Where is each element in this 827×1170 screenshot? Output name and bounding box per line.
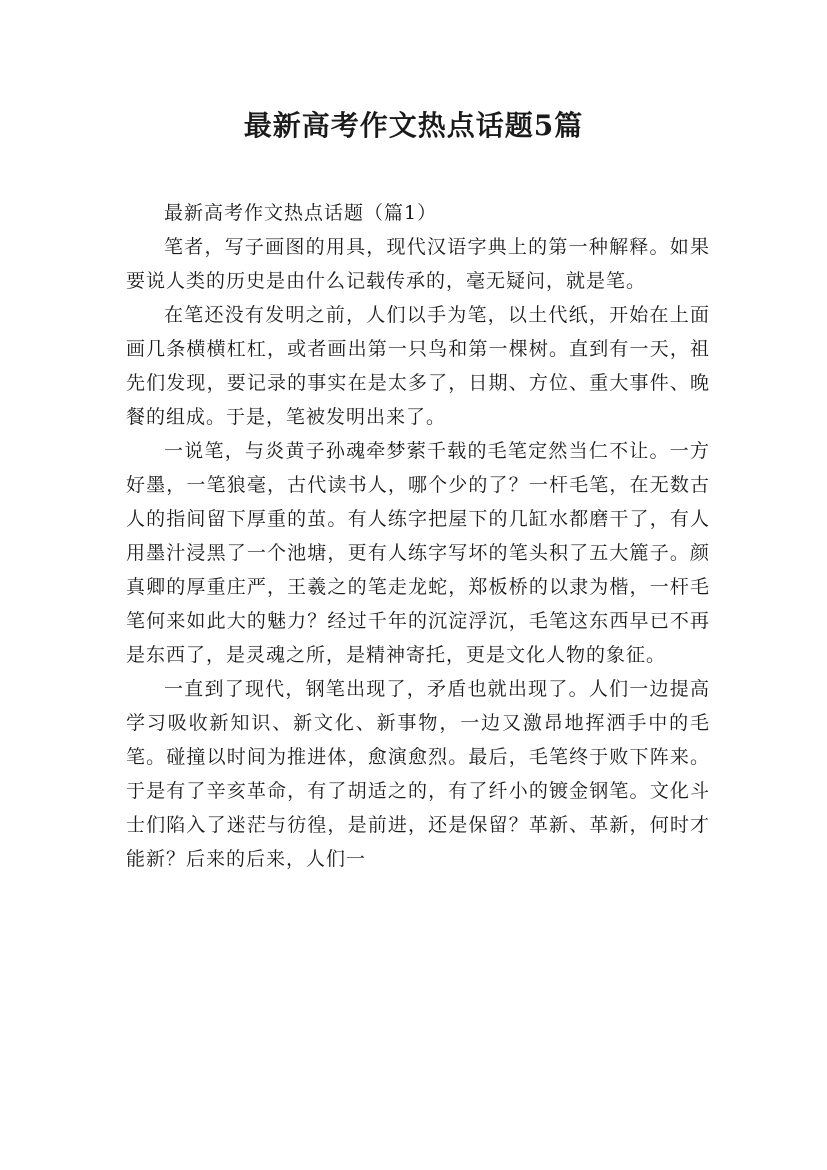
paragraph-2: 在笔还没有发明之前，人们以手为笔，以土代纸，开始在上面画几条横横杠杠，或者画出第一只鸟和第一棵树。直到有一天，祖先们发现，要记录的事实在是太多了，日期、方位、重大事件、晚餐的组成。于是，笔被发明出来了。 (126, 304, 710, 428)
document-title: 最新高考作文热点话题5篇 (243, 109, 584, 142)
paragraph-3: 一说笔，与炎黄子孙魂牵梦萦千载的毛笔定然当仁不让。一方好墨，一笔狼毫，古代读书人，哪个少的了？一杆毛笔，在无数古人的指间留下厚重的茧。有人练字把屋下的几缸水都磨干了，有人用墨汁浸黑了一个池塘，更有人练字写坏的笔头积了五大簏子。颜真卿的厚重庄严，王羲之的笔走龙蛇，郑板桥的以隶为楷，一杆毛笔何来如此大的魅力？经过千年的沉淀浮沉，毛笔这东西早已不再是东西了，是灵魂之所，是精神寄托，更是文化人物的象征。 (126, 440, 710, 666)
paragraph-4: 一直到了现代，钢笔出现了，矛盾也就出现了。人们一边提高学习吸收新知识、新文化、新事物，一边又激昂地挥洒手中的毛笔。碰撞以时间为推进体，愈演愈烈。最后，毛笔终于败下阵来。于是有了辛亥革命，有了胡适之的，有了纤小的镀金钢笔。文化斗士们陷入了迷茫与彷徨，是前进，还是保留？革新、革新，何时才能新？后来的后来，人们一 (126, 678, 710, 870)
document-body (126, 196, 710, 876)
section-heading: 最新高考作文热点话题（篇1） (164, 202, 438, 224)
paragraph-1: 笔者，写子画图的用具，现代汉语字典上的第一种解释。如果要说人类的历史是由什么记载传承的，毫无疑问，就是笔。 (126, 236, 710, 292)
